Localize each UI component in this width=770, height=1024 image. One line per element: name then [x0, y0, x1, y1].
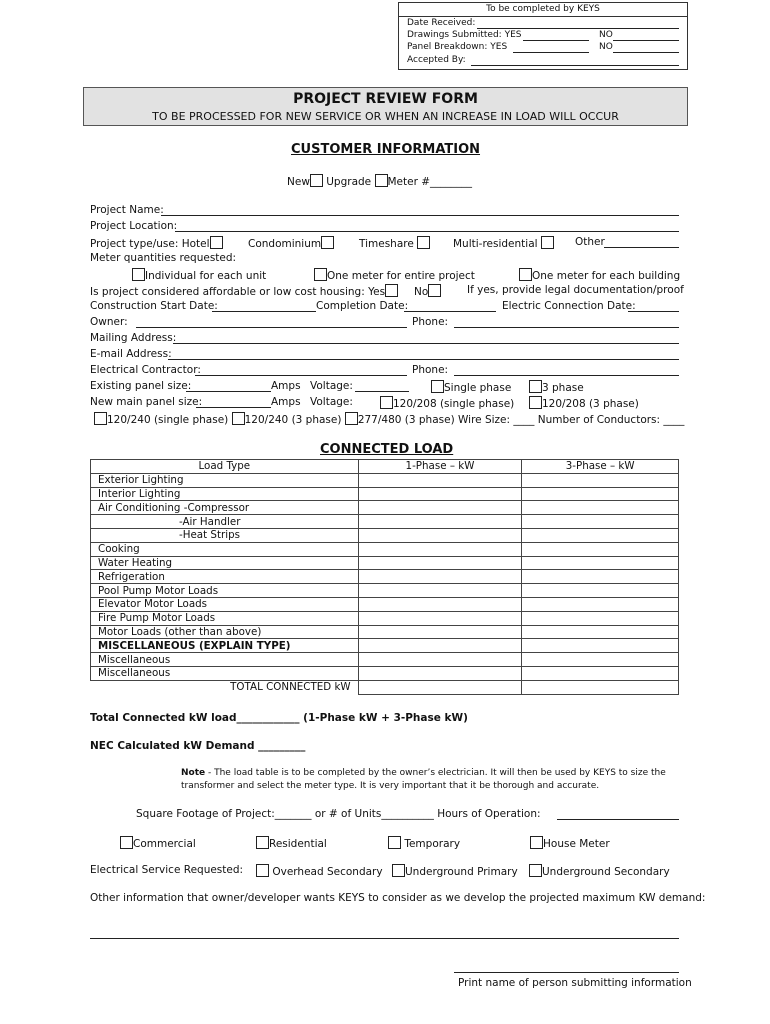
residential-checkbox[interactable]	[256, 836, 269, 849]
load-type-cell: MISCELLANEOUS (EXPLAIN TYPE)	[91, 639, 359, 653]
three-phase-input[interactable]	[522, 542, 679, 556]
project-type-label: Project type/use: Hotel	[90, 238, 210, 250]
v120-208-3-checkbox[interactable]	[529, 396, 542, 409]
condominium-option	[248, 236, 334, 250]
drawings-yes-field[interactable]	[523, 40, 589, 41]
three-phase-input[interactable]	[522, 584, 679, 598]
table-row	[91, 597, 679, 611]
ug-primary-checkbox[interactable]	[392, 864, 405, 877]
v120-240-single-checkbox[interactable]	[94, 412, 107, 425]
table-row	[91, 556, 679, 570]
note-text-1: - The load table is to be completed by the owner’s electrician. It will then be used by KEYS to size the	[205, 768, 666, 778]
three-phase-input[interactable]	[522, 653, 679, 667]
load-type-cell: Refrigeration	[91, 570, 359, 584]
new-voltage-label: Voltage:	[310, 396, 353, 408]
load-type-cell: Air Conditioning -Compressor	[91, 501, 359, 515]
date-received-label: Date Received:	[407, 18, 476, 28]
completion-date-field[interactable]	[404, 311, 496, 312]
one-phase-header: 1-Phase – kW	[358, 460, 522, 474]
house-meter-option	[530, 836, 610, 850]
single-phase-label: Single phase	[444, 382, 512, 394]
keys-box-header: To be completed by KEYS	[399, 3, 687, 17]
individual-option	[132, 268, 266, 282]
three-phase-input[interactable]	[522, 625, 679, 639]
project-name-label: Project Name:	[90, 204, 164, 216]
one-phase-input[interactable]	[358, 653, 522, 667]
project-name-field[interactable]	[161, 215, 679, 216]
load-type-cell: Motor Loads (other than above)	[91, 625, 359, 639]
new-panel-field[interactable]	[196, 407, 271, 408]
one-phase-input[interactable]	[358, 611, 522, 625]
load-type-cell: Miscellaneous	[91, 653, 359, 667]
single-phase-option	[431, 380, 511, 394]
table-row	[91, 584, 679, 598]
if-yes-note: If yes, provide legal documentation/proof	[467, 284, 684, 296]
completion-date-label: Completion Date:	[316, 300, 409, 312]
drawings-no-field[interactable]	[613, 40, 679, 41]
load-type-cell: Fire Pump Motor Loads	[91, 611, 359, 625]
upgrade-checkbox[interactable]	[375, 174, 388, 187]
multi-residential-checkbox[interactable]	[541, 236, 554, 249]
total-connected-label: TOTAL CONNECTED kW	[91, 680, 359, 694]
other-info-label: Other information that owner/developer wants KEYS to consider as we develop the projected maximum KW demand:	[90, 892, 706, 904]
v277-480-checkbox[interactable]	[345, 412, 358, 425]
three-phase-input[interactable]	[522, 570, 679, 584]
contractor-phone-label: Phone:	[412, 364, 449, 376]
upgrade-label: Upgrade	[326, 176, 372, 188]
v277-480-label: 277/480 (3 phase) Wire Size: ____ Number of Conductors: ____	[357, 414, 685, 426]
residential-option	[256, 836, 327, 850]
table-row	[91, 542, 679, 556]
table-row	[91, 666, 679, 680]
temporary-label: Temporary	[404, 838, 461, 850]
ug-primary-label: Underground Primary	[405, 866, 518, 878]
commercial-option	[120, 836, 196, 850]
affordable-yes-checkbox[interactable]	[385, 284, 398, 297]
timeshare-option	[359, 236, 430, 250]
panel-no-field[interactable]	[613, 52, 679, 53]
panel-yes-field[interactable]	[513, 52, 589, 53]
customer-info-heading: CUSTOMER INFORMATION	[291, 142, 481, 157]
load-type-cell: Exterior Lighting	[91, 473, 359, 487]
title-banner	[83, 87, 688, 126]
three-phase-checkbox[interactable]	[529, 380, 542, 393]
house-meter-label: House Meter	[543, 838, 610, 850]
three-phase-header: 3-Phase – kW	[522, 460, 679, 474]
overhead-option	[256, 864, 383, 878]
table-row	[91, 528, 679, 542]
mailing-address-field[interactable]	[173, 343, 679, 344]
load-type-cell: Interior Lighting	[91, 487, 359, 501]
project-location-field[interactable]	[175, 231, 679, 232]
commercial-checkbox[interactable]	[120, 836, 133, 849]
load-type-header: Load Type	[91, 460, 359, 474]
connected-load-heading: CONNECTED LOAD	[320, 442, 454, 457]
one-phase-input[interactable]	[358, 528, 522, 542]
table-row	[91, 611, 679, 625]
three-phase-total-input[interactable]	[522, 680, 679, 694]
project-type-row	[90, 236, 223, 250]
service-requested-label: Electrical Service Requested:	[90, 864, 244, 876]
form-title: PROJECT REVIEW FORM	[293, 91, 478, 107]
email-address-field[interactable]	[168, 359, 679, 360]
one-phase-input[interactable]	[358, 666, 522, 680]
one-phase-input[interactable]	[358, 515, 522, 529]
individual-checkbox[interactable]	[132, 268, 145, 281]
one-building-label: One meter for each building	[532, 270, 681, 282]
overhead-checkbox[interactable]	[256, 864, 269, 877]
multi-residential-option	[453, 236, 554, 250]
other-info-field[interactable]	[90, 938, 679, 939]
mailing-address-label: Mailing Address:	[90, 332, 177, 344]
table-row	[91, 501, 679, 515]
affordable-label: Is project considered affordable or low cost housing: Yes	[90, 286, 386, 298]
ug-secondary-option	[529, 864, 670, 878]
hotel-checkbox[interactable]	[210, 236, 223, 249]
existing-amps-label: Amps	[271, 380, 301, 392]
house-meter-checkbox[interactable]	[530, 836, 543, 849]
single-phase-checkbox[interactable]	[431, 380, 444, 393]
three-phase-label: 3 phase	[542, 382, 584, 394]
one-building-checkbox[interactable]	[519, 268, 532, 281]
accepted-by-label: Accepted By:	[407, 55, 466, 65]
load-type-cell: -Heat Strips	[91, 528, 359, 542]
one-phase-input[interactable]	[358, 625, 522, 639]
ug-primary-option	[392, 864, 518, 878]
keys-office-box	[398, 2, 688, 70]
affordable-no-option	[414, 284, 441, 298]
table-row	[91, 473, 679, 487]
load-type-cell: Water Heating	[91, 556, 359, 570]
v120-240-3-checkbox[interactable]	[232, 412, 245, 425]
meter-quantities-label: Meter quantities requested:	[90, 252, 237, 264]
meter-number-label: Meter #________	[387, 176, 473, 188]
new-amps-label: Amps	[271, 396, 301, 408]
one-building-option	[519, 268, 680, 282]
note-label: Note	[181, 768, 206, 778]
table-row	[91, 515, 679, 529]
condominium-checkbox[interactable]	[321, 236, 334, 249]
electrical-contractor-label: Electrical Contractor:	[90, 364, 201, 376]
three-phase-input[interactable]	[522, 487, 679, 501]
existing-voltage-label: Voltage:	[310, 380, 353, 392]
service-type-row	[287, 174, 472, 188]
square-footage-line: Square Footage of Project:_______ or # of Units__________ Hours of Operation:	[136, 808, 541, 820]
one-phase-total-input[interactable]	[358, 680, 522, 694]
one-phase-input[interactable]	[358, 597, 522, 611]
multi-residential-label: Multi-residential	[453, 238, 538, 250]
ug-secondary-checkbox[interactable]	[529, 864, 542, 877]
individual-label: Individual for each unit	[145, 270, 267, 282]
ug-secondary-label: Underground Secondary	[542, 866, 670, 878]
v120-208-3-label: 120/208 (3 phase)	[542, 398, 639, 410]
table-row	[91, 487, 679, 501]
commercial-label: Commercial	[133, 838, 196, 850]
table-header-row	[91, 460, 679, 474]
table-row	[91, 570, 679, 584]
note-text-2: transformer and select the meter type. It is very important that it be thorough and accurate.	[181, 781, 600, 791]
v120-208-3-option	[529, 396, 639, 410]
one-entire-label: One meter for entire project	[327, 270, 475, 282]
new-checkbox[interactable]	[310, 174, 323, 187]
timeshare-label: Timeshare	[359, 238, 414, 250]
three-phase-input[interactable]	[522, 473, 679, 487]
owner-phone-label: Phone:	[412, 316, 449, 328]
one-phase-input[interactable]	[358, 570, 522, 584]
hours-operation-field[interactable]	[557, 819, 679, 820]
v120-240-single-label: 120/240 (single phase)	[107, 414, 229, 426]
load-type-cell: Elevator Motor Loads	[91, 597, 359, 611]
residential-label: Residential	[269, 838, 327, 850]
timeshare-checkbox[interactable]	[417, 236, 430, 249]
voltage-row-2	[94, 412, 684, 426]
email-address-label: E-mail Address:	[90, 348, 172, 360]
three-phase-input[interactable]	[522, 556, 679, 570]
temporary-option	[388, 836, 460, 850]
load-type-cell: Cooking	[91, 542, 359, 556]
load-type-cell: Pool Pump Motor Loads	[91, 584, 359, 598]
date-received-field[interactable]	[477, 28, 679, 29]
new-panel-label: New main panel size:	[90, 396, 203, 408]
panel-breakdown-label: Panel Breakdown: YES	[407, 42, 508, 52]
temporary-checkbox[interactable]	[388, 836, 401, 849]
v120-208-single-label: 120/208 (single phase)	[393, 398, 515, 410]
three-phase-option	[529, 380, 584, 394]
three-phase-input[interactable]	[522, 528, 679, 542]
one-phase-input[interactable]	[358, 542, 522, 556]
construction-start-label: Construction Start Date:	[90, 300, 218, 312]
construction-start-field[interactable]	[212, 311, 316, 312]
one-phase-input[interactable]	[358, 584, 522, 598]
project-location-label: Project Location:	[90, 220, 178, 232]
owner-phone-field[interactable]	[454, 327, 679, 328]
overhead-label: Overhead Secondary	[272, 866, 383, 878]
table-row	[91, 625, 679, 639]
electrical-contractor-field[interactable]	[195, 375, 407, 376]
three-phase-input[interactable]	[522, 666, 679, 680]
v120-208-single-checkbox[interactable]	[380, 396, 393, 409]
accepted-by-field[interactable]	[471, 65, 679, 66]
connected-load-table	[90, 459, 679, 695]
owner-label: Owner:	[90, 316, 128, 328]
drawings-submitted-label: Drawings Submitted: YES	[407, 30, 522, 40]
v120-240-3-label: 120/240 (3 phase)	[244, 414, 342, 426]
form-subtitle: TO BE PROCESSED FOR NEW SERVICE OR WHEN AN INCREASE IN LOAD WILL OCCUR	[152, 110, 619, 123]
total-row	[91, 680, 679, 694]
one-phase-input[interactable]	[358, 556, 522, 570]
print-name-field[interactable]	[454, 972, 679, 973]
electric-connection-field[interactable]	[628, 311, 679, 312]
drawings-no-label: NO	[599, 30, 613, 40]
affordable-no-checkbox[interactable]	[428, 284, 441, 297]
three-phase-input[interactable]	[522, 515, 679, 529]
three-phase-input[interactable]	[522, 611, 679, 625]
three-phase-input[interactable]	[522, 501, 679, 515]
total-connected-kw-line: Total Connected kW load____________ (1-Phase kW + 3-Phase kW)	[90, 712, 468, 724]
one-entire-option	[314, 268, 475, 282]
v120-208-single-option	[380, 396, 514, 410]
one-phase-input[interactable]	[358, 473, 522, 487]
existing-voltage-field[interactable]	[355, 391, 409, 392]
one-entire-checkbox[interactable]	[314, 268, 327, 281]
affordable-row	[90, 284, 398, 298]
new-label: New	[287, 176, 310, 188]
existing-panel-label: Existing panel size:	[90, 380, 192, 392]
other-field[interactable]	[604, 247, 679, 248]
three-phase-input[interactable]	[522, 597, 679, 611]
other-label: Other	[575, 236, 605, 248]
condominium-label: Condominium	[248, 238, 322, 250]
one-phase-input[interactable]	[358, 639, 522, 653]
load-type-cell: -Air Handler	[91, 515, 359, 529]
one-phase-input[interactable]	[358, 487, 522, 501]
print-name-label: Print name of person submitting information	[458, 977, 692, 989]
table-row	[91, 639, 679, 653]
existing-panel-field[interactable]	[186, 391, 271, 392]
electric-connection-label: Electric Connection Date:	[502, 300, 636, 312]
contractor-phone-field[interactable]	[454, 375, 679, 376]
one-phase-input[interactable]	[358, 501, 522, 515]
owner-field[interactable]	[136, 327, 407, 328]
nec-calculated-line: NEC Calculated kW Demand _________	[90, 740, 306, 752]
panel-no-label: NO	[599, 42, 613, 52]
affordable-no-label: No	[414, 286, 429, 298]
table-row	[91, 653, 679, 667]
load-type-cell: Miscellaneous	[91, 666, 359, 680]
three-phase-input[interactable]	[522, 639, 679, 653]
note-line-1	[181, 768, 666, 778]
